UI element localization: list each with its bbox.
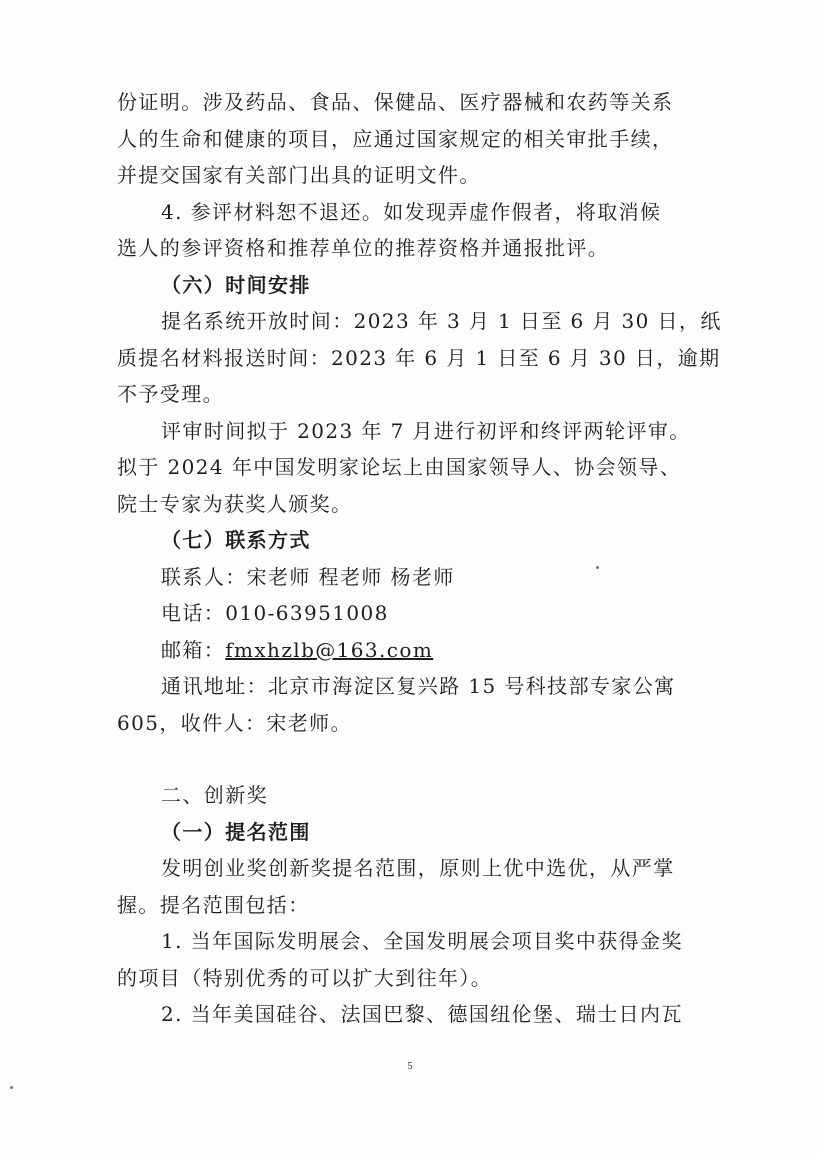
contact-phone: 电话：010-63951008 [161, 601, 389, 625]
paragraph-line: 选人的参评资格和推荐单位的推荐资格并通报批评。 [117, 236, 610, 260]
paragraph-line: 质提名材料报送时间：2023 年 6 月 1 日至 6 月 30 日，逾期 [117, 345, 721, 370]
contact-address: 通讯地址：北京市海淀区复兴路 15 号科技部专家公寓 [161, 674, 676, 698]
paragraph-line: 份证明。涉及药品、食品、保健品、医疗器械和农药等关系 [117, 90, 674, 114]
paragraph-line: 人的生命和健康的项目，应通过国家规定的相关审批手续， [117, 126, 674, 151]
contact-email-label: 邮箱： [161, 637, 226, 662]
paragraph-line: 并提交国家有关部门出具的证明文件。 [117, 163, 481, 187]
section-heading-schedule: （六）时间安排 [161, 272, 311, 297]
paragraph-line: 拟于 2024 年中国发明家论坛上由国家领导人、协会领导、 [117, 455, 682, 479]
page-number: 5 [407, 1060, 413, 1072]
paragraph-line: 不予受理。 [117, 382, 224, 406]
paragraph-line: 605，收件人：宋老师。 [117, 710, 352, 735]
scan-speck [10, 1086, 13, 1089]
scan-speck [596, 566, 599, 569]
paragraph-line: 1. 当年国际发明展会、全国发明展会项目奖中获得金奖 [161, 929, 683, 953]
contact-persons: 联系人：宋老师 程老师 杨老师 [161, 564, 455, 589]
paragraph-line: 4. 参评材料恕不退还。如发现弄虚作假者，将取消候 [161, 199, 662, 224]
section-heading-contact: （七）联系方式 [161, 528, 311, 552]
paragraph-line: 发明创业奖创新奖提名范围，原则上优中选优，从严掌 [161, 856, 675, 880]
paragraph-line: 评审时间拟于 2023 年 7 月进行初评和终评两轮评审。 [161, 418, 691, 443]
paragraph-line: 2. 当年美国硅谷、法国巴黎、德国纽伦堡、瑞士日内瓦 [161, 1002, 683, 1026]
paragraph-line: 提名系统开放时间：2023 年 3 月 1 日至 6 月 30 日，纸 [161, 309, 722, 333]
contact-email-line [117, 632, 702, 669]
paragraph-line: 握。提名范围包括： [117, 892, 310, 917]
paragraph-line: 的项目（特别优秀的可以扩大到往年）。 [117, 965, 493, 990]
section-heading-scope: （一）提名范围 [161, 819, 311, 844]
paragraph-line: 院士专家为获奖人颁奖。 [117, 491, 353, 516]
chapter-heading-innovation-award: 二、创新奖 [161, 783, 268, 807]
document-body [117, 84, 722, 1033]
contact-email-link[interactable]: fmxhzlb@163.com [225, 637, 434, 662]
section-spacer [117, 741, 702, 777]
